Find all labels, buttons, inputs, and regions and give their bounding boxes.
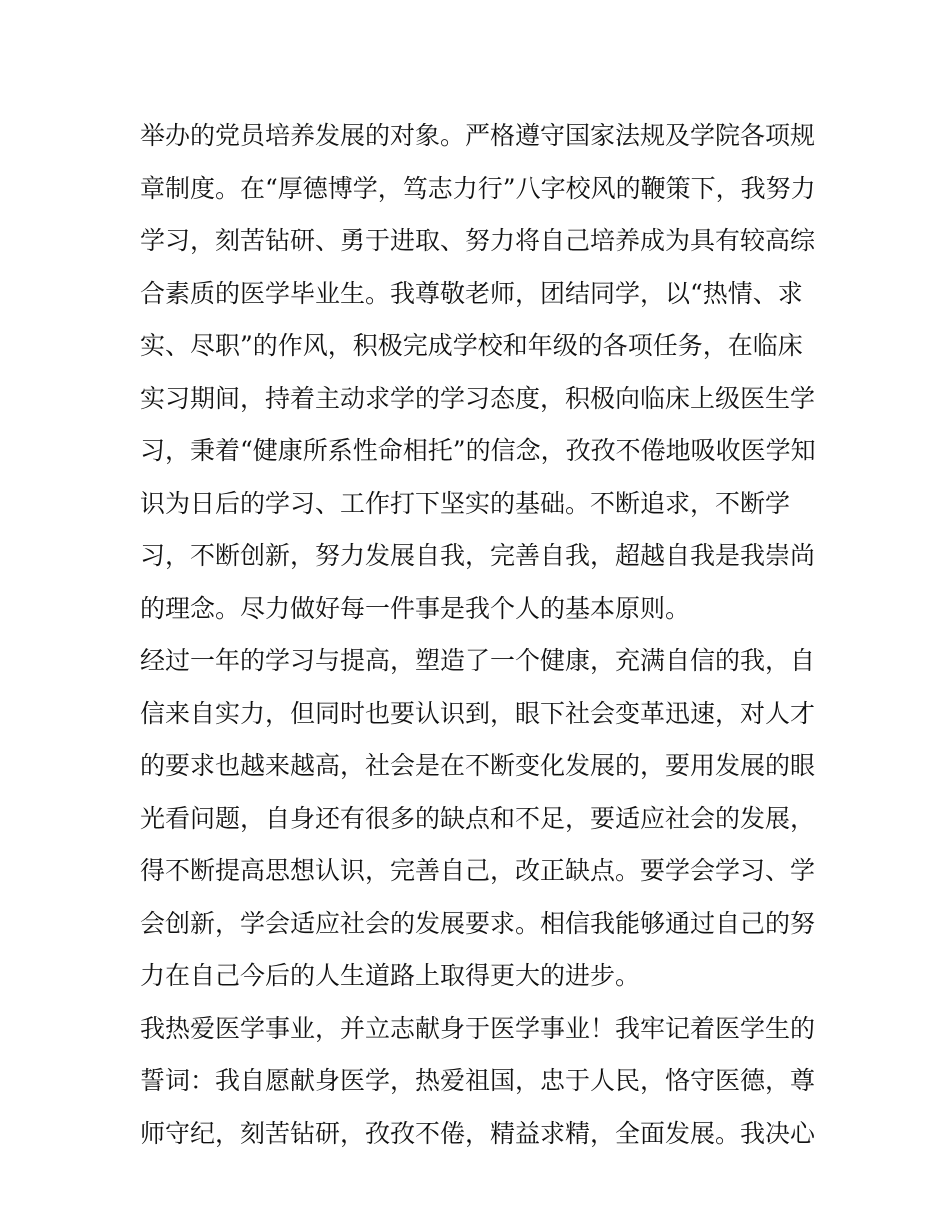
- text-line: 实习期间，持着主动求学的学习态度，积极向临床上级医生学: [140, 383, 816, 413]
- document-body-text: [140, 110, 820, 1160]
- text-line: 习，秉着“健康所系性命相托”的信念，孜孜不倦地吸收医学知: [140, 436, 816, 465]
- text-line: 信来自实力，但同时也要认识到，眼下社会变革迅速，对人才: [140, 698, 816, 728]
- text-line: 的理念。尽力做好每一件事是我个人的基本原则。: [140, 593, 691, 623]
- text-line: 实、尽职”的作风，积极完成学校和年级的各项任务，在临床: [140, 331, 803, 360]
- text-line: 举办的党员培养发展的对象。严格遵守国家法规及学院各项规: [140, 121, 816, 150]
- text-line: 我热爱医学事业，并立志献身于医学事业！我牢记着医学生的: [140, 1013, 816, 1043]
- text-line: 的要求也越来越高，社会是在不断变化发展的，要用发展的眼: [140, 751, 816, 780]
- text-line: 师守纪，刻苦钻研，孜孜不倦，精益求精，全面发展。我决心: [140, 1118, 816, 1148]
- text-line: 得不断提高思想认识，完善自己，改正缺点。要学会学习、学: [140, 856, 816, 885]
- text-line: 会创新，学会适应社会的发展要求。相信我能够通过自己的努: [140, 908, 816, 938]
- text-line: 合素质的医学毕业生。我尊敬老师，团结同学，以“热情、求: [140, 278, 803, 308]
- text-line: 习，不断创新，努力发展自我，完善自我，超越自我是我崇尚: [140, 541, 816, 570]
- text-line: 力在自己今后的人生道路上取得更大的进步。: [140, 961, 641, 990]
- text-line: 章制度。在“厚德博学，笃志力行”八字校风的鞭策下，我努力: [140, 173, 816, 203]
- text-line: 誓词：我自愿献身医学，热爱祖国，忠于人民，恪守医德，尊: [140, 1066, 816, 1095]
- text-line: 经过一年的学习与提高，塑造了一个健康，充满自信的我，自: [140, 646, 816, 675]
- text-line: 学习，刻苦钻研、勇于进取、努力将自己培养成为具有较高综: [140, 226, 816, 255]
- text-line: 识为日后的学习、工作打下坚实的基础。不断追求，不断学: [140, 488, 791, 518]
- text-line: 光看问题，自身还有很多的缺点和不足，要适应社会的发展，: [140, 803, 816, 833]
